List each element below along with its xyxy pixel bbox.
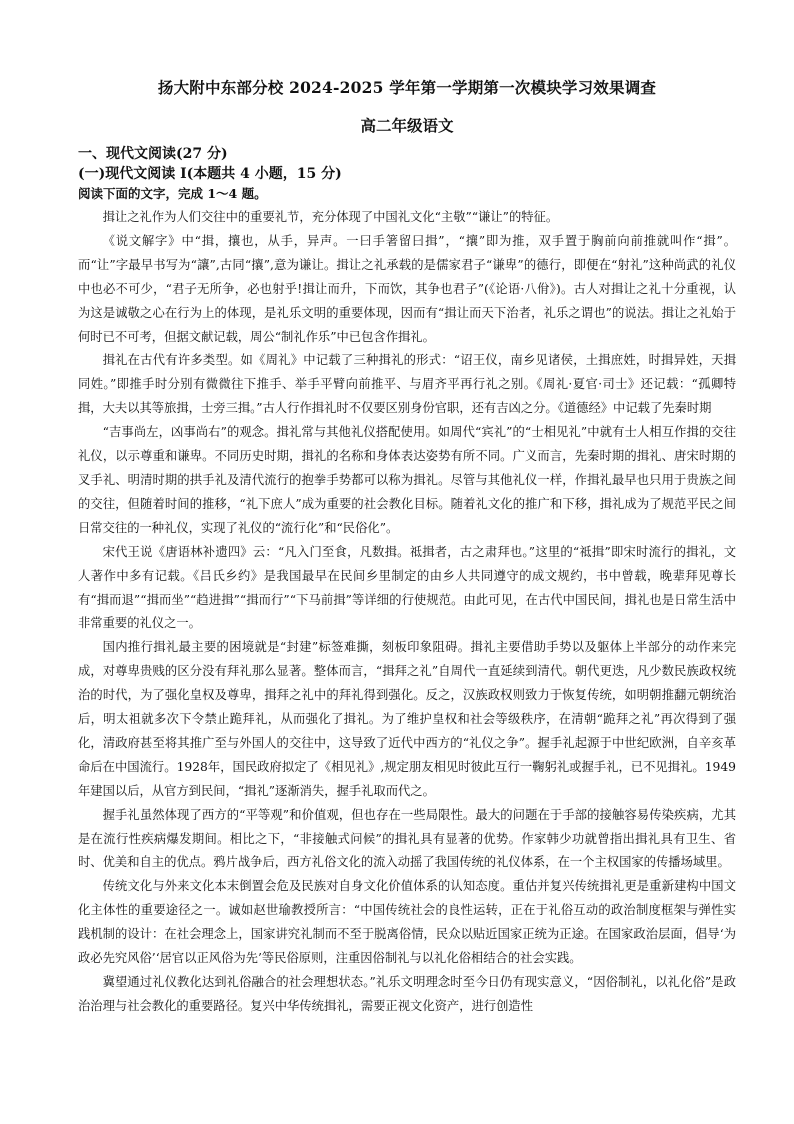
- section-heading: 一、现代文阅读(27 分): [78, 146, 228, 162]
- passage-paragraph: 揖让之礼作为人们交往中的重要礼节，充分体现了中国礼文化“主敬”“谦让”的特征。: [102, 210, 559, 224]
- passage-paragraph: 传统文化与外来文化本末倒置会危及民族对自身文化价值体系的认知态度。重估并复兴传统揖礼更是重新建构中国文化主体性的重要途径之一。诚如赵世瑜教授所言：“中国传统社会的良性运转，正在于礼俗互动的政治制度框架与弹性实践机制的设计：在社会理念上，国家讲究礼制而不至于脱离俗情，民众以贴近国家正统为正途。在国家政治层面，倡导‘为政必先究风俗’‘居官以正风俗为先’等民俗原则，注重因俗制礼与以礼化俗相结合的社会实践。: [78, 879, 736, 966]
- passage-paragraph: 国内推行揖礼最主要的困境就是“封建”标签难撕，刻板印象阻碍。揖礼主要借助手势以及躯体上半部分的动作来完成，对尊卑贵贱的区分没有拜礼那么显著。整体而言，“揖拜之礼”自周代一直延续到清代。朝代更迭，凡少数民族政权统治的时代，为了强化皇权及尊卑，揖拜之礼中的拜礼得到强化。反之，汉族政权则致力于恢复传统，如明朝推翻元朝统治后，明太祖就多次下令禁止跪拜礼，从而强化了揖礼。为了维护皇权和社会等级秩序，在清朝“跪拜之礼”再次得到了强化，清政府甚至将其推广至与外国人的交往中，这导致了近代中西方的“礼仪之争”。握手礼起源于中世纪欧洲，自辛亥革命后在中国流行。1928年，国民政府拟定了《相见礼》,规定朋友相见时彼此互行一鞠躬礼或握手礼，已不见揖礼。1949 年建国以后，从官方到民间，“揖礼”逐渐消失，握手礼取而代之。: [78, 640, 736, 798]
- exam-subtitle: 高二年级语文: [360, 116, 454, 135]
- subsection-heading: (一)现代文阅读 I(本题共 4 小题，15 分): [78, 166, 342, 182]
- passage-paragraph: 冀望通过礼仪教化达到礼俗融合的社会理想状态。”礼乐文明理念时至今日仍有现实意义，“因俗制礼，以礼化俗”是政治治理与社会教化的重要路径。复兴中华传统揖礼，需要正视文化资产，进行创造性: [78, 975, 736, 1013]
- passage-paragraph: “吉事尚左，凶事尚右”的观念。揖礼常与其他礼仪搭配使用。如周代“宾礼”的“士相见礼”中就有士人相互作揖的交往礼仪，以示尊重和谦卑。不同历史时期，揖礼的名称和身体表达姿势有所不同。广义而言，先秦时期的揖礼、唐宋时期的叉手礼、明清时期的拱手礼及清代流行的抱拳手势都可以称为揖礼。尽管与其他礼仪一样，作揖礼最早也只用于贵族之间的交往，但随着时间的推移，“礼下庶人”成为重要的社会教化目标。随着礼文化的推广和下移，揖礼成为了规范平民之间日常交往的一种礼仪，实现了礼仪的“流行化”和“民俗化”。: [78, 425, 736, 535]
- passage-paragraph: 宋代王说《唐语林补遗四》云：“凡入门至食，凡数揖。祗揖者，古之肃拜也。”这里的“祗揖”即宋时流行的揖礼，文人著作中多有记载。《吕氏乡约》是我国最早在民间乡里制定的由乡人共同遵守的成文规约，书中曾载，晚辈拜见尊长有“揖而退”“揖而坐”“趋进揖”“揖而行”“下马前揖”等详细的行使规范。由此可见，在古代中国民间，揖礼也是日常生活中非常重要的礼仪之一。: [78, 544, 736, 631]
- passage-paragraph: 《说文解字》中“揖，攘也，从手，异声。一曰手箸留曰揖”，“攘”即为推，双手置于胸前向前推就叫作“揖”。而“让”字最早书写为“讓”,古同“攘”,意为谦让。揖让之礼承载的是儒家君子“谦卑”的德行，即便在“射礼”这种尚武的礼仪中也必不可少，“君子无所争，必也射乎!揖让而升，下而饮，其争也君子”(《论语·八佾》)。古人对揖让之礼十分重视，认为这是诚敬之心在行为上的体现，是礼乐文明的重要体现，因而有“揖让而天下治者，礼乐之谓也”的说法。揖让之礼始于何时已不可考，但据文献记载，周公“制礼作乐”中已包含作揖礼。: [78, 233, 736, 344]
- passage-paragraph: 揖礼在古代有许多类型。如《周礼》中记载了三种揖礼的形式：“诏王仪，南乡见诸侯，土揖庶姓，时揖异姓，天揖同姓。”即推手时分别有微微往下推手、举手平臂向前推平、与眉齐平再行礼之别。《周礼·夏官·司士》还记载：“孤卿特揖，大夫以其等旅揖，士旁三揖。”古人行作揖礼时不仅要区别身份官职，还有吉凶之分。《道德经》中记载了先秦时期: [78, 353, 736, 416]
- passage-paragraph: 握手礼虽然体现了西方的“平等观”和价值观，但也存在一些局限性。最大的问题在于手部的接触容易传染疾病，尤其是在流行性疾病爆发期间。相比之下，“非接触式问候”的揖礼具有显著的优势。作家韩少功就曾指出揖礼具有卫生、省时、优美和自主的优点。鸦片战争后，西方礼俗文化的流入动摇了我国传统的礼仪体系，在一个主权国家的传播场域里。: [78, 807, 736, 870]
- reading-instruction: 阅读下面的文字，完成 1～4 题。: [78, 186, 267, 201]
- passage: [78, 206, 736, 1019]
- exam-title: 扬大附中东部分校 2024-2025 学年第一学期第一次模块学习效果调查: [157, 78, 657, 97]
